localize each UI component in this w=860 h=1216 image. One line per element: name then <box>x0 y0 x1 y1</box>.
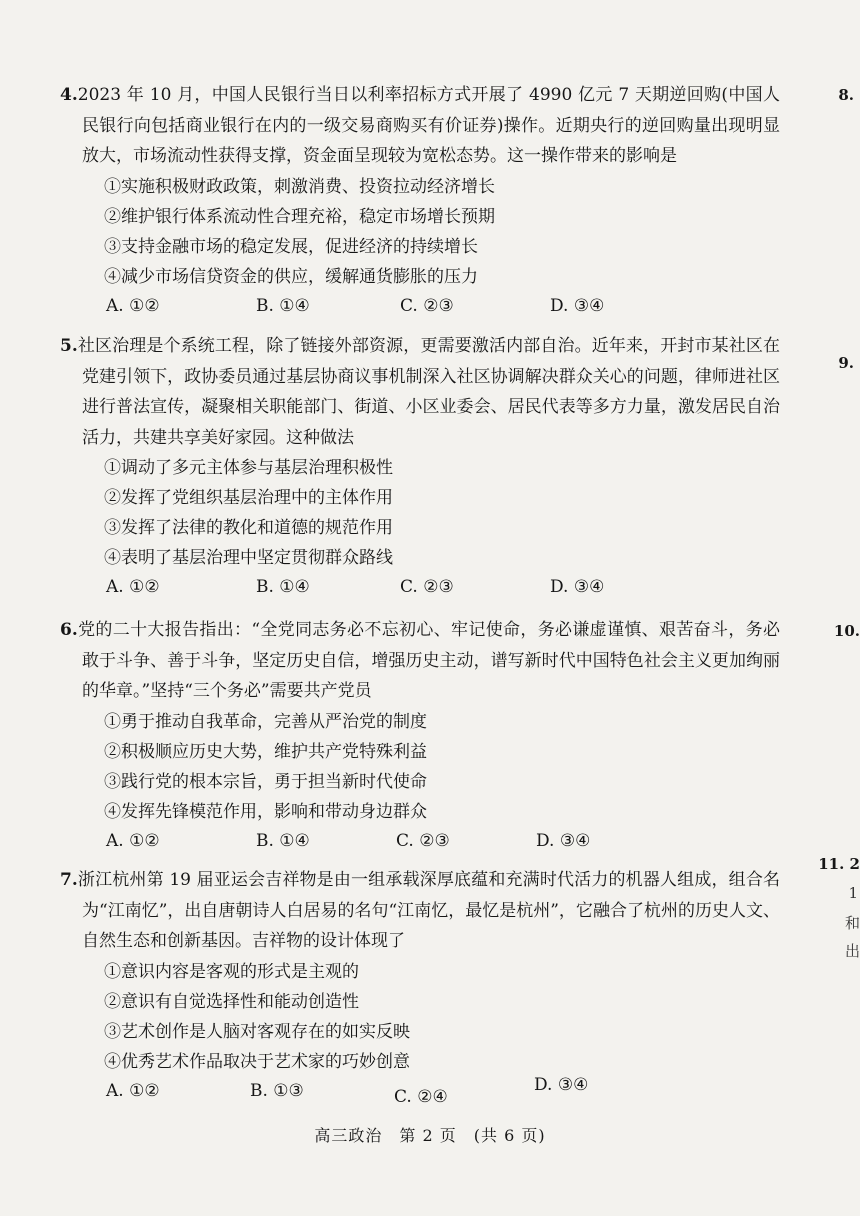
question-stem <box>60 865 780 957</box>
option-2: ②意识有自觉选择性和能动创造性 <box>104 991 359 1012</box>
choice-c: C. ②③ <box>396 830 450 851</box>
choice-b: B. ①④ <box>256 577 310 597</box>
answer-choices <box>60 829 780 859</box>
choice-b: B. ①④ <box>256 830 310 851</box>
choice-d: D. ③④ <box>550 295 605 316</box>
option-2: ②维护银行体系流动性合理充裕，稳定市场增长预期 <box>104 206 495 227</box>
question-4 <box>60 80 780 324</box>
option-3: ③发挥了法律的教化和道德的规范作用 <box>104 518 393 538</box>
answer-choices <box>60 1074 780 1109</box>
choice-d: D. ③④ <box>550 577 605 597</box>
question-number: 7. <box>60 870 78 890</box>
choice-d: D. ③④ <box>534 1074 589 1095</box>
question-6 <box>60 615 780 859</box>
answer-choices <box>60 294 780 324</box>
question-stem <box>60 331 780 453</box>
question-stem <box>60 80 780 172</box>
question-text: 社区治理是个系统工程，除了链接外部资源，更需要激活内部自治。近年来，开封市某社区在党建引领下，政协委员通过基层协商议事机制深入社区协调解决群众关心的问题，律师进社区进行普法宣传，凝聚相关职能部门、街道、小区业委会、居民代表等多方力量，激发居民自治活力，共建共享美好家园。这种做法 <box>77 336 780 448</box>
option-1: ①实施积极财政政策，刺激消费、投资拉动经济增长 <box>104 176 495 197</box>
adjacent-question-number: 9. <box>838 354 854 372</box>
adjacent-question-number: 11. 2 <box>818 855 860 873</box>
adjacent-text-fragment: 1 <box>848 884 858 902</box>
option-3: ③支持金融市场的稳定发展，促进经济的持续增长 <box>104 236 478 257</box>
option-4: ④减少市场信贷资金的供应，缓解通货膨胀的压力 <box>104 266 478 287</box>
choice-c: C. ②③ <box>400 295 454 316</box>
option-2: ②发挥了党组织基层治理中的主体作用 <box>104 488 393 508</box>
option-3: ③艺术创作是人脑对客观存在的如实反映 <box>104 1021 410 1042</box>
option-1: ①意识内容是客观的形式是主观的 <box>104 961 359 982</box>
question-number: 5. <box>60 336 78 356</box>
option-4: ④发挥先锋模范作用，影响和带动身边群众 <box>104 801 427 822</box>
question-5 <box>60 331 780 605</box>
choice-a: A. ①② <box>106 577 160 597</box>
question-stem <box>60 615 780 707</box>
question-text: 党的二十大报告指出：“全党同志务必不忘初心、牢记使命，务必谦虚谨慎、艰苦奋斗，务必敢于斗争、善于斗争，坚定历史自信，增强历史主动，谱写新时代中国特色社会主义更加绚丽的华章。”坚持“三个务必”需要共产党员 <box>77 620 780 701</box>
adjacent-question-number: 8. <box>838 86 854 104</box>
choice-a: A. ①② <box>106 830 160 851</box>
adjacent-text-fragment: 出 <box>844 942 860 960</box>
choice-b: B. ①③ <box>250 1080 304 1101</box>
option-4: ④优秀艺术作品取决于艺术家的巧妙创意 <box>104 1051 410 1072</box>
choice-d: D. ③④ <box>536 830 591 851</box>
question-text: 2023 年 10 月，中国人民银行当日以利率招标方式开展了 4990 亿元 7 天期逆回购(中国人民银行向包括商业银行在内的一级交易商购买有价证券)操作。近期央行的逆回购量出现明显放大，市场流动性获得支撑，资金面呈现较为宽松态势。这一操作带来的影响是 <box>77 85 780 166</box>
option-1: ①勇于推动自我革命，完善从严治党的制度 <box>104 711 427 732</box>
choice-c: C. ②③ <box>400 577 454 597</box>
question-7 <box>60 865 780 1109</box>
option-4: ④表明了基层治理中坚定贯彻群众路线 <box>104 548 393 568</box>
choice-b: B. ①④ <box>256 295 310 316</box>
choice-a: A. ①② <box>106 295 160 316</box>
option-3: ③践行党的根本宗旨，勇于担当新时代使命 <box>104 771 427 792</box>
choice-a: A. ①② <box>106 1080 160 1101</box>
adjacent-text-fragment: 和 <box>844 914 860 932</box>
question-number: 6. <box>60 620 78 640</box>
question-text: 浙江杭州第 19 届亚运会吉祥物是由一组承载深厚底蕴和充满时代活力的机器人组成，组合名为“江南忆”，出自唐朝诗人白居易的名句“江南忆，最忆是杭州”，它融合了杭州的历史人文、自然生态和创新基因。吉祥物的设计体现了 <box>77 870 780 951</box>
adjacent-question-number: 10. <box>833 622 860 640</box>
choice-c: C. ②④ <box>394 1086 448 1107</box>
question-number: 4. <box>60 85 78 105</box>
page-footer: 高三政治 第 2 页 (共 6 页) <box>314 1126 546 1145</box>
option-2: ②积极顺应历史大势，维护共产党特殊利益 <box>104 741 427 762</box>
option-1: ①调动了多元主体参与基层治理积极性 <box>104 458 393 478</box>
answer-choices <box>60 575 780 605</box>
